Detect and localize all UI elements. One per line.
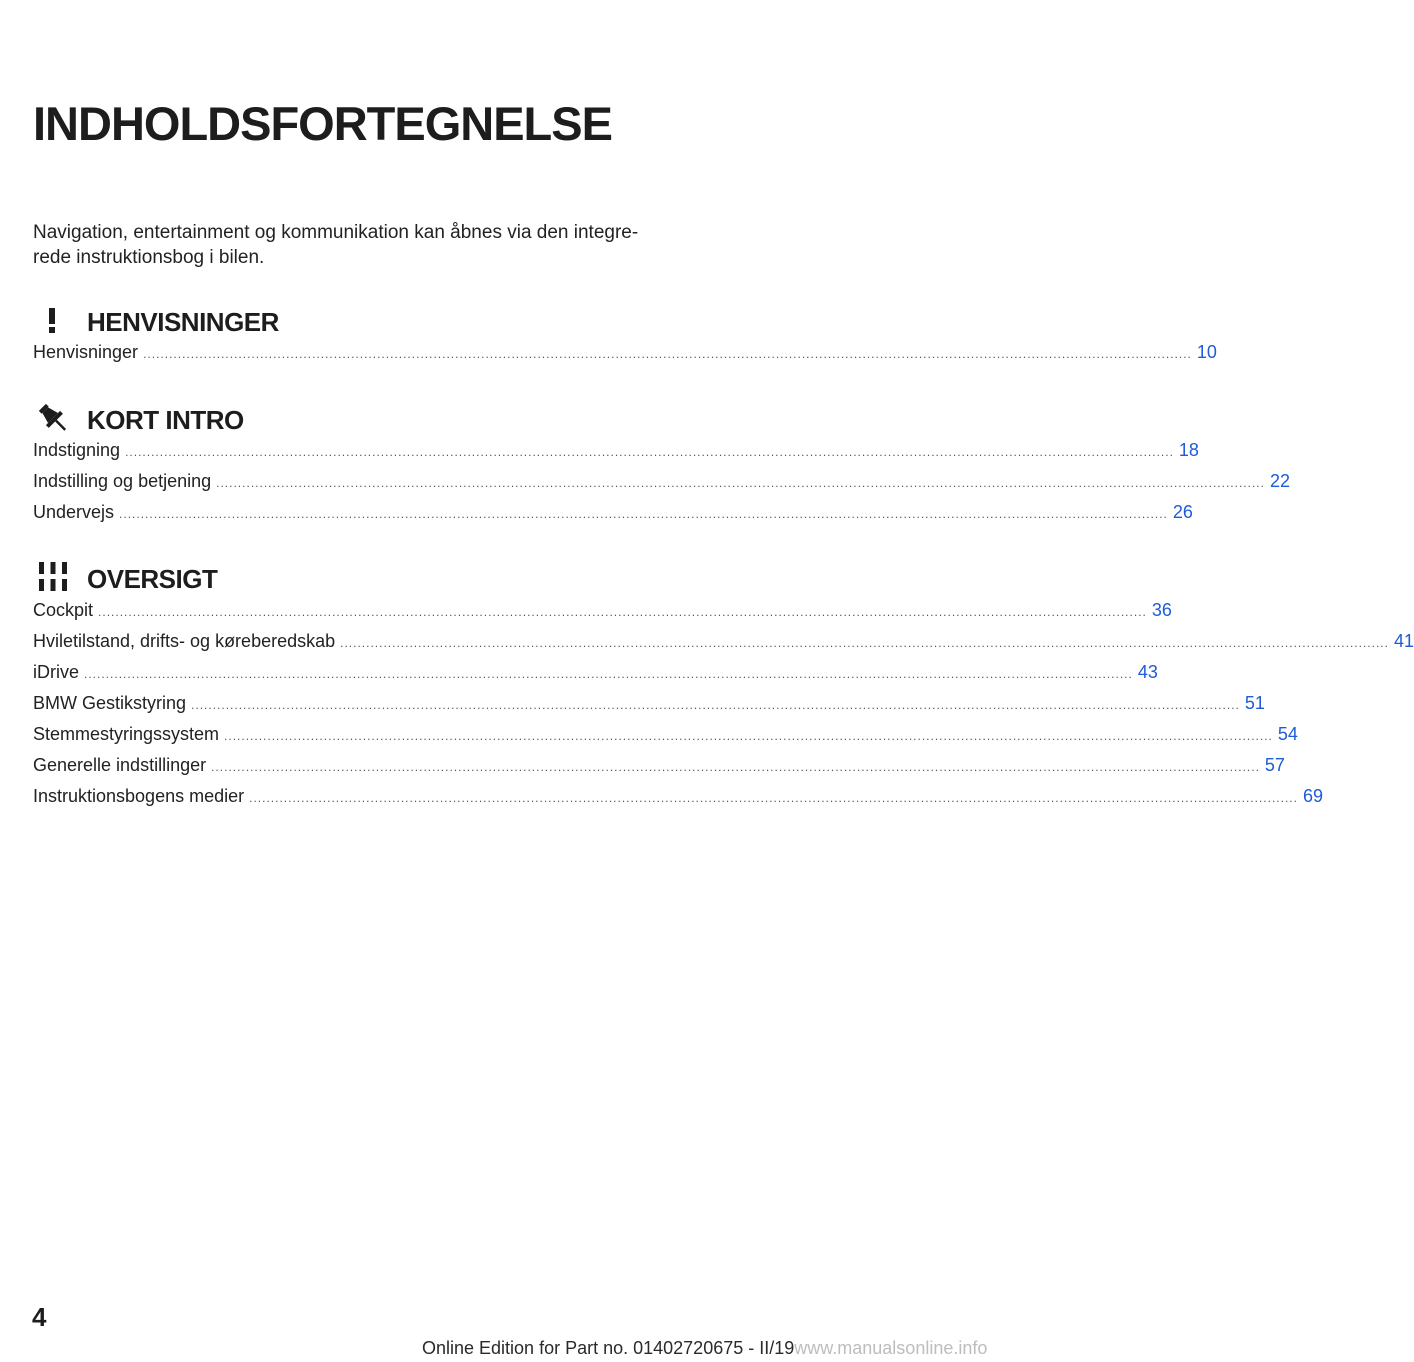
toc-page-link[interactable]: 18 (1178, 440, 1199, 460)
intro-line-1: Navigation, entertainment og kommunikation kan åbnes via den integre- (33, 222, 639, 243)
page-number: 4 (32, 1302, 47, 1332)
exclamation-icon (33, 300, 73, 340)
toc-entry-label: Undervejs (33, 502, 115, 522)
toc-entry-label: BMW Gestikstyring (33, 693, 187, 713)
leader-dots (84, 667, 1133, 681)
toc-entry-label: iDrive (33, 662, 80, 682)
section-heading: OVERSIGT (87, 564, 218, 594)
toc-entry-label: Henvisninger (33, 342, 139, 362)
toc-entry-undervejs[interactable] (33, 502, 1193, 528)
toc-page-link[interactable]: 41 (1393, 631, 1414, 651)
toc-entry-instruktionsbogens-medier[interactable] (33, 786, 1323, 812)
toc-entry-indstigning[interactable] (33, 440, 1199, 466)
toc-page-link[interactable]: 26 (1172, 502, 1193, 522)
intro-text (33, 220, 693, 270)
toc-entry-henvisninger[interactable] (33, 342, 1217, 368)
toc-entry-label: Indstilling og betjening (33, 471, 212, 491)
leader-dots (98, 605, 1147, 619)
leader-dots (224, 729, 1273, 743)
toc-page-link[interactable]: 54 (1277, 724, 1298, 744)
intro-line-2: rede instruktionsbog i bilen. (33, 247, 265, 268)
toc-entry-idrive[interactable] (33, 662, 1158, 688)
leader-dots (125, 445, 1174, 459)
section-header-oversigt (33, 557, 693, 597)
toc-page-link[interactable]: 51 (1244, 693, 1265, 713)
toc-page-link[interactable]: 36 (1151, 600, 1172, 620)
leader-dots (143, 347, 1192, 361)
toc-page-link[interactable]: 43 (1137, 662, 1158, 682)
toc-entry-label: Generelle indstillinger (33, 755, 207, 775)
leader-dots (216, 476, 1265, 490)
toc-entry-indstilling-og-betjening[interactable] (33, 471, 1290, 497)
leader-dots (191, 698, 1240, 712)
toc-page-link[interactable]: 69 (1302, 786, 1323, 806)
footer-edition: Online Edition for Part no. 01402720675 - II/19 (422, 1338, 795, 1358)
footer (422, 1338, 987, 1359)
toc-entry-generelle-indstillinger[interactable] (33, 755, 1285, 781)
section-header-kort-intro (33, 398, 693, 438)
leader-dots (211, 760, 1260, 774)
toc-entry-bmw-gestikstyring[interactable] (33, 693, 1265, 719)
leader-dots (249, 791, 1298, 805)
toc-entry-label: Instruktionsbogens medier (33, 786, 245, 806)
page-title: INDHOLDSFORTEGNELSE (33, 97, 612, 150)
toc-entry-label: Stemmestyringssystem (33, 724, 220, 744)
toc-page-link[interactable]: 22 (1269, 471, 1290, 491)
toc-entry-cockpit[interactable] (33, 600, 1172, 626)
leader-dots (340, 636, 1389, 650)
grid-icon (33, 557, 73, 597)
pin-icon (33, 398, 73, 438)
section-heading: KORT INTRO (87, 405, 244, 435)
toc-entry-label: Cockpit (33, 600, 94, 620)
toc-page-link[interactable]: 10 (1196, 342, 1217, 362)
section-header-henvisninger (33, 300, 693, 340)
footer-watermark: www.manualsonline.info (794, 1338, 988, 1358)
toc-entry-stemmestyringssystem[interactable] (33, 724, 1298, 750)
toc-entry-hviletilstand[interactable] (33, 631, 1414, 657)
toc-entry-label: Indstigning (33, 440, 121, 460)
toc-page-link[interactable]: 57 (1264, 755, 1285, 775)
toc-entry-label: Hviletilstand, drifts- og køreberedskab (33, 631, 336, 651)
leader-dots (119, 507, 1168, 521)
section-heading: HENVISNINGER (87, 307, 279, 337)
